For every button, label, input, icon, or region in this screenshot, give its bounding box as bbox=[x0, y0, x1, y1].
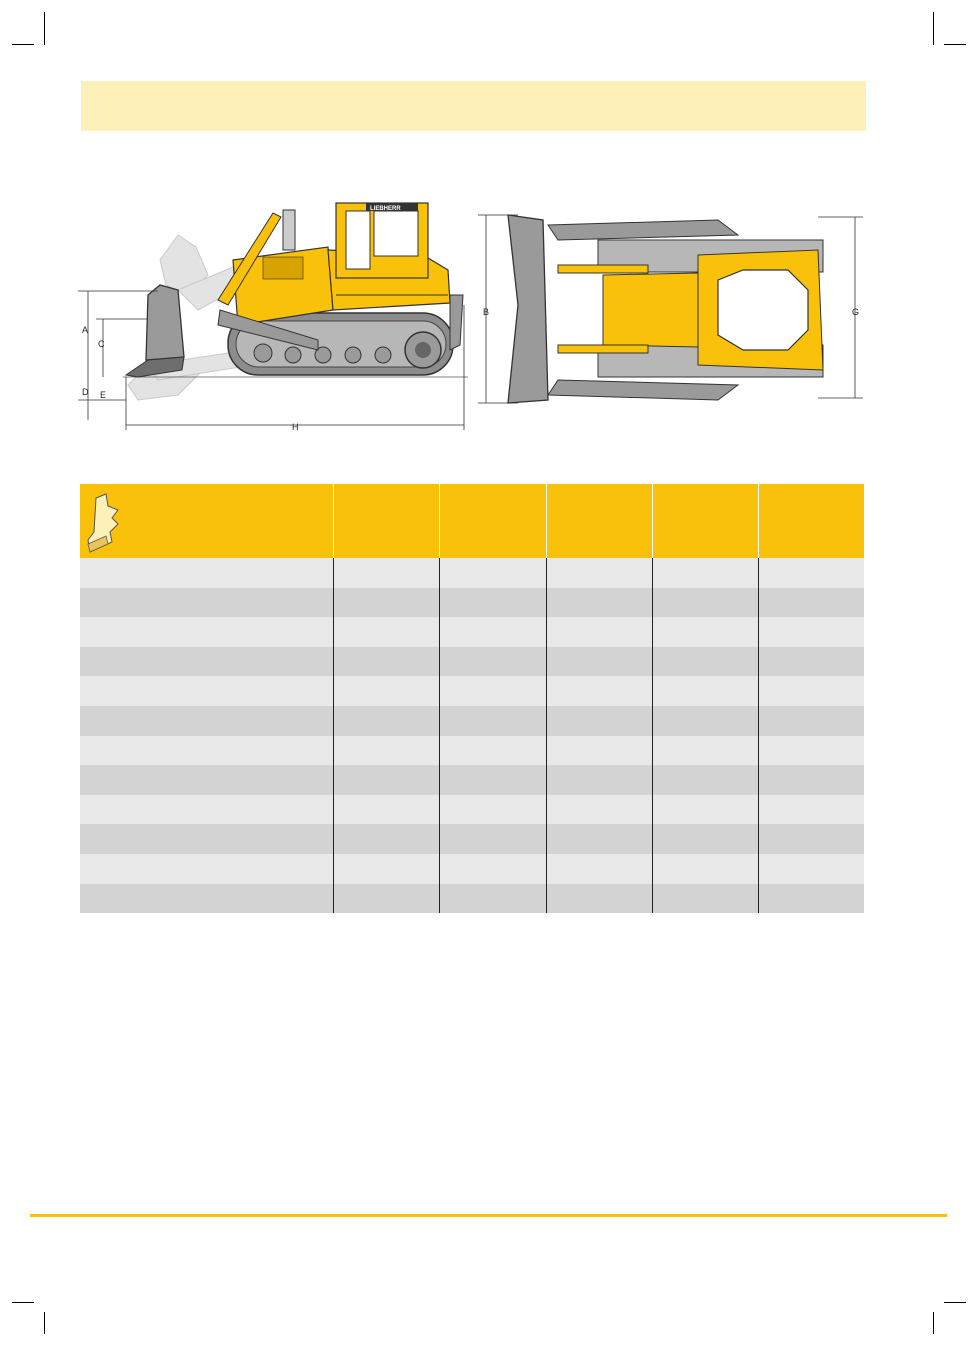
dim-label-c: C bbox=[98, 339, 105, 349]
table-cell bbox=[333, 884, 439, 914]
table-cell bbox=[546, 617, 652, 647]
dimensions-table bbox=[80, 484, 864, 913]
table-cell bbox=[546, 588, 652, 618]
table-cell bbox=[80, 676, 333, 706]
table-cell bbox=[439, 647, 546, 677]
table-cell bbox=[333, 824, 439, 854]
table-cell bbox=[439, 706, 546, 736]
table-row bbox=[80, 647, 864, 677]
table-cell bbox=[80, 765, 333, 795]
table-cell bbox=[758, 558, 864, 588]
table-cell bbox=[758, 706, 864, 736]
table-cell bbox=[439, 617, 546, 647]
table-row bbox=[80, 676, 864, 706]
crop-mark bbox=[933, 12, 934, 45]
table-row bbox=[80, 824, 864, 854]
table-cell bbox=[546, 558, 652, 588]
table-cell bbox=[758, 824, 864, 854]
dim-label-e: E bbox=[100, 390, 107, 400]
table-row bbox=[80, 884, 864, 914]
table-cell bbox=[439, 854, 546, 884]
table-cell bbox=[546, 795, 652, 825]
crop-mark bbox=[933, 1312, 934, 1334]
table-cell bbox=[439, 765, 546, 795]
table-cell bbox=[80, 588, 333, 618]
table-row bbox=[80, 558, 864, 588]
table-cell bbox=[758, 765, 864, 795]
table-row bbox=[80, 617, 864, 647]
table-cell bbox=[758, 647, 864, 677]
table-body bbox=[80, 558, 864, 913]
table-cell bbox=[439, 588, 546, 618]
table-header-cell bbox=[80, 484, 333, 558]
table-cell bbox=[80, 824, 333, 854]
table-cell bbox=[333, 647, 439, 677]
table-cell bbox=[546, 676, 652, 706]
dozer-dimension-drawing bbox=[78, 185, 878, 435]
blade-icon bbox=[146, 285, 184, 360]
table-cell bbox=[652, 824, 758, 854]
table-cell bbox=[758, 736, 864, 766]
table-cell bbox=[652, 854, 758, 884]
table-header-cell bbox=[652, 484, 758, 558]
table-cell bbox=[333, 706, 439, 736]
table-row bbox=[80, 588, 864, 618]
table-cell bbox=[546, 765, 652, 795]
footer-rule bbox=[30, 1214, 947, 1217]
top-view bbox=[478, 215, 863, 403]
table-cell bbox=[333, 854, 439, 884]
table-cell bbox=[546, 736, 652, 766]
table-row bbox=[80, 706, 864, 736]
table-cell bbox=[758, 795, 864, 825]
table-cell bbox=[652, 765, 758, 795]
table-row bbox=[80, 736, 864, 766]
table-cell bbox=[652, 736, 758, 766]
dim-label-h: H bbox=[292, 422, 299, 432]
table-cell bbox=[546, 824, 652, 854]
table-cell bbox=[439, 676, 546, 706]
dim-label-b: B bbox=[483, 307, 490, 317]
title-banner bbox=[81, 81, 866, 131]
table-cell bbox=[80, 647, 333, 677]
dim-label-g: G bbox=[852, 307, 860, 317]
table-cell bbox=[439, 824, 546, 854]
table-cell bbox=[546, 706, 652, 736]
table-cell bbox=[439, 795, 546, 825]
table-cell bbox=[546, 854, 652, 884]
table-cell bbox=[758, 617, 864, 647]
table-cell bbox=[80, 884, 333, 914]
crop-mark bbox=[12, 44, 34, 45]
table-cell bbox=[758, 884, 864, 914]
table-cell bbox=[652, 795, 758, 825]
crop-mark bbox=[944, 1302, 966, 1303]
crop-mark bbox=[944, 44, 966, 45]
table-header-cell bbox=[758, 484, 864, 558]
table-cell bbox=[333, 765, 439, 795]
table-cell bbox=[80, 795, 333, 825]
table-cell bbox=[546, 884, 652, 914]
table-cell bbox=[652, 617, 758, 647]
table-cell bbox=[439, 736, 546, 766]
crop-mark bbox=[44, 12, 45, 45]
table-cell bbox=[758, 854, 864, 884]
table-cell bbox=[652, 706, 758, 736]
table-cell bbox=[80, 706, 333, 736]
table-cell bbox=[439, 884, 546, 914]
table-cell bbox=[333, 558, 439, 588]
table-row bbox=[80, 765, 864, 795]
table-cell bbox=[546, 647, 652, 677]
table-cell bbox=[333, 588, 439, 618]
table-cell bbox=[333, 795, 439, 825]
table-header-cell bbox=[439, 484, 546, 558]
table-cell bbox=[758, 588, 864, 618]
brand-label: LIEBHERR bbox=[370, 206, 401, 212]
table-cell bbox=[80, 854, 333, 884]
table-cell bbox=[333, 736, 439, 766]
table-cell bbox=[80, 558, 333, 588]
table-cell bbox=[439, 558, 546, 588]
table-header-cell bbox=[333, 484, 439, 558]
table-cell bbox=[652, 588, 758, 618]
crop-mark bbox=[44, 1312, 45, 1334]
table-header-cell bbox=[546, 484, 652, 558]
table-cell bbox=[758, 676, 864, 706]
table-cell bbox=[80, 736, 333, 766]
dozer-blade-icon bbox=[82, 488, 122, 554]
table-cell bbox=[652, 558, 758, 588]
table-row bbox=[80, 795, 864, 825]
table-cell bbox=[652, 647, 758, 677]
table-cell bbox=[80, 617, 333, 647]
table-row bbox=[80, 854, 864, 884]
table-cell bbox=[333, 617, 439, 647]
dozer-body bbox=[233, 203, 450, 325]
table-header-row bbox=[80, 484, 864, 558]
table-cell bbox=[652, 884, 758, 914]
side-view bbox=[78, 203, 468, 432]
dim-label-a: A bbox=[82, 325, 89, 335]
table-cell bbox=[333, 676, 439, 706]
table-cell bbox=[652, 676, 758, 706]
dim-label-d: D bbox=[82, 387, 89, 397]
crop-mark bbox=[12, 1302, 34, 1303]
